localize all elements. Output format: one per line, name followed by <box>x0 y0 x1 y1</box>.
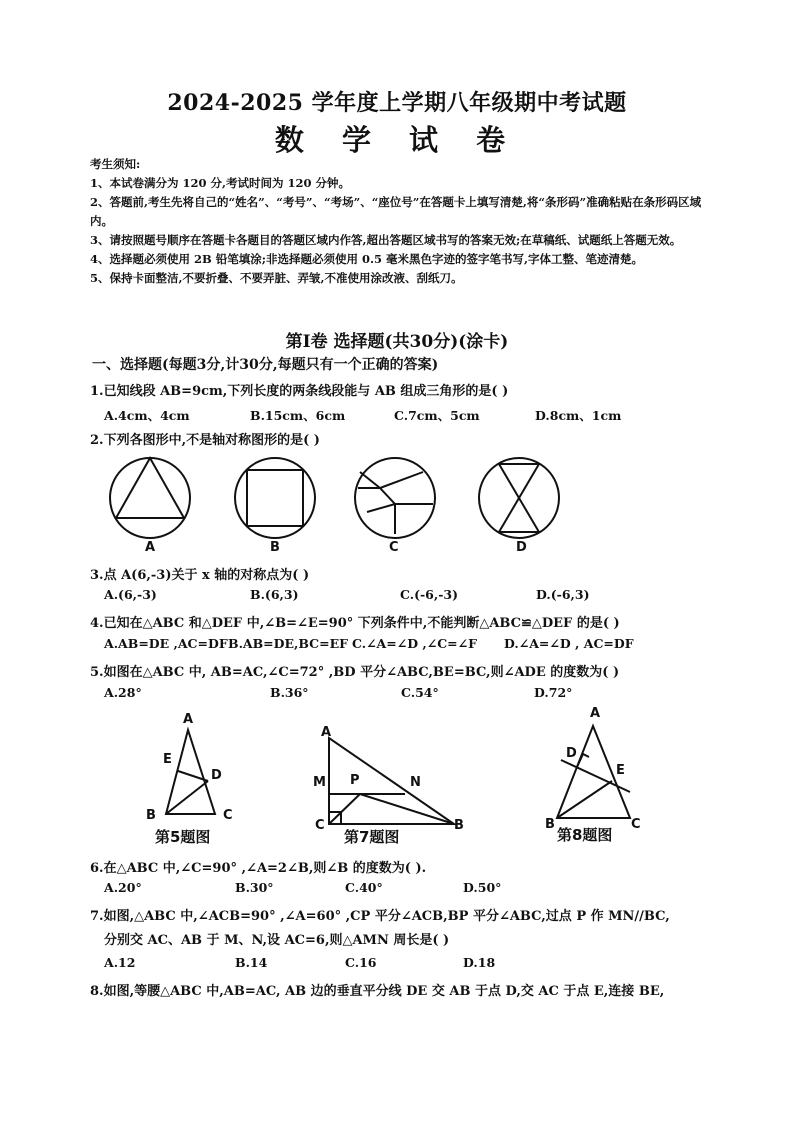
question-1-option-d: D.8cm、1cm <box>535 408 622 423</box>
figure-7-triangle <box>329 738 454 824</box>
instruction-item: 1、本试卷满分为 120 分,考试时间为 120 分钟。 <box>90 176 351 190</box>
question-2-label-c: C <box>389 540 399 555</box>
question-6-stem: 6.在△ABC 中,∠C=90° ,∠A=2∠B,则∠B 的度数为( ). <box>90 861 427 876</box>
fig7-point-p: P <box>350 773 360 788</box>
fig7-caption: 第7题图 <box>344 828 400 846</box>
question-7-option-c: C.16 <box>345 955 377 970</box>
question-5-stem: 5.如图在△ABC 中, AB=AC,∠C=72° ,BD 平分∠ABC,BE=BC,则∠ADE 的度数为( ) <box>90 665 620 680</box>
fig5-point-d: D <box>211 768 222 783</box>
fig7-point-n: N <box>410 775 421 790</box>
question-7-stem-cont: 分别交 AC、AB 于 M、N,设 AC=6,则△AMN 周长是( ) <box>104 933 450 948</box>
fig7-point-c: C <box>315 818 325 833</box>
fig7-point-m: M <box>313 775 326 790</box>
question-7-option-d: D.18 <box>463 955 496 970</box>
question-2-figures <box>95 448 565 560</box>
exam-instructions <box>90 155 710 288</box>
question-7-stem: 7.如图,△ABC 中,∠ACB=90° ,∠A=60° ,CP 平分∠ACB,BP 平分∠ABC,过点 P 作 MN//BC, <box>90 909 670 924</box>
question-1-option-c: C.7cm、5cm <box>394 408 480 423</box>
question-2-label-d: D <box>516 540 527 555</box>
question-5-option-a: A.28° <box>104 685 142 700</box>
question-1-option-b: B.15cm、6cm <box>250 408 346 423</box>
question-3-option-c: C.(-6,-3) <box>400 587 459 602</box>
question-1-option-a: A.4cm、4cm <box>104 408 190 423</box>
question-6-option-d: D.50° <box>463 880 502 895</box>
fig8-point-d: D <box>566 746 577 761</box>
question-7-option-a: A.12 <box>104 955 136 970</box>
instruction-item: 5、保持卡面整洁,不要折叠、不要弄脏、弄皱,不准使用涂改液、刮纸刀。 <box>90 271 463 285</box>
question-8-stem: 8.如图,等腰△ABC 中,AB=AC, AB 边的垂直平分线 DE 交 AB 于点 D,交 AC 于点 E,连接 BE, <box>90 984 665 999</box>
question-6-option-c: C.40° <box>345 880 383 895</box>
instruction-item: 3、请按照题号顺序在答题卡各题目的答题区域内作答,超出答题区域书写的答案无效;在草稿纸、试题纸上答题无效。 <box>90 233 682 247</box>
fig7-point-b: B <box>454 818 464 833</box>
question-3-option-d: D.(-6,3) <box>536 587 590 602</box>
fig8-point-e: E <box>616 763 625 778</box>
fig5-point-c: C <box>223 808 233 823</box>
figure-b-circle-square <box>235 458 315 538</box>
instruction-item: 4、选择题必须使用 2B 铅笔填涂;非选择题必须使用 0.5 毫米黑色字迹的签字笔书写,字体工整、笔迹清楚。 <box>90 252 643 266</box>
question-2-label-b: B <box>270 540 280 555</box>
question-4-option-b: B.AB=DE,BC=EF <box>228 636 348 651</box>
question-3-option-a: A.(6,-3) <box>104 587 157 602</box>
question-6-option-b: B.30° <box>235 880 274 895</box>
instruction-item: 2、答题前,考生先将自己的“姓名”、“考号”、“考场”、“座位号”在答题卡上填写清楚,将“条形码”准确粘贴在条形码区域内。 <box>90 195 702 228</box>
question-5-option-c: C.54° <box>401 685 439 700</box>
section-subtitle: 一、选择题(每题3分,计30分,每题只有一个正确的答案) <box>92 357 439 373</box>
section-title: 第Ⅰ卷 选择题(共30分)(涂卡) <box>285 332 509 352</box>
fig8-point-b: B <box>545 817 555 832</box>
instructions-heading: 考生须知: <box>90 157 141 171</box>
fig8-point-c: C <box>631 817 641 832</box>
question-2-label-a: A <box>145 540 156 555</box>
figure-d-circle-hourglass <box>479 458 559 538</box>
question-4-stem: 4.已知在△ABC 和△DEF 中,∠B=∠E=90° 下列条件中,不能判断△ABC≌△DEF 的是( ) <box>90 616 620 631</box>
fig5-point-e: E <box>163 752 172 767</box>
fig5-point-b: B <box>146 808 156 823</box>
question-3-option-b: B.(6,3) <box>250 587 299 602</box>
question-7-option-b: B.14 <box>235 955 268 970</box>
question-1-stem: 1.已知线段 AB=9cm,下列长度的两条线段能与 AB 组成三角形的是( ) <box>90 384 509 399</box>
exam-subtitle: 数 学 试 卷 <box>274 123 520 157</box>
figure-c-circle-shape <box>355 458 435 538</box>
question-6-option-a: A.20° <box>104 880 142 895</box>
question-5-option-d: D.72° <box>534 685 573 700</box>
question-4-option-a: A.AB=DE ,AC=DF <box>104 636 228 651</box>
figure-a-circle-triangle <box>110 458 190 538</box>
fig7-point-a: A <box>321 725 332 740</box>
question-4-option-d: D.∠A=∠D , AC=DF <box>504 636 634 651</box>
question-5-option-b: B.36° <box>270 685 309 700</box>
question-3-stem: 3.点 A(6,-3)关于 x 轴的对称点为( ) <box>90 568 310 583</box>
fig5-caption: 第5题图 <box>155 828 211 846</box>
fig8-caption: 第8题图 <box>557 826 613 844</box>
question-4-option-c: C.∠A=∠D ,∠C=∠F <box>352 636 477 651</box>
exam-title: 2024-2025 学年度上学期八年级期中考试题 <box>167 90 627 116</box>
fig5-point-a: A <box>183 712 194 727</box>
question-2-stem: 2.下列各图形中,不是轴对称图形的是( ) <box>90 433 320 448</box>
fig8-point-a: A <box>590 706 601 721</box>
figure-5-triangle <box>166 730 215 814</box>
